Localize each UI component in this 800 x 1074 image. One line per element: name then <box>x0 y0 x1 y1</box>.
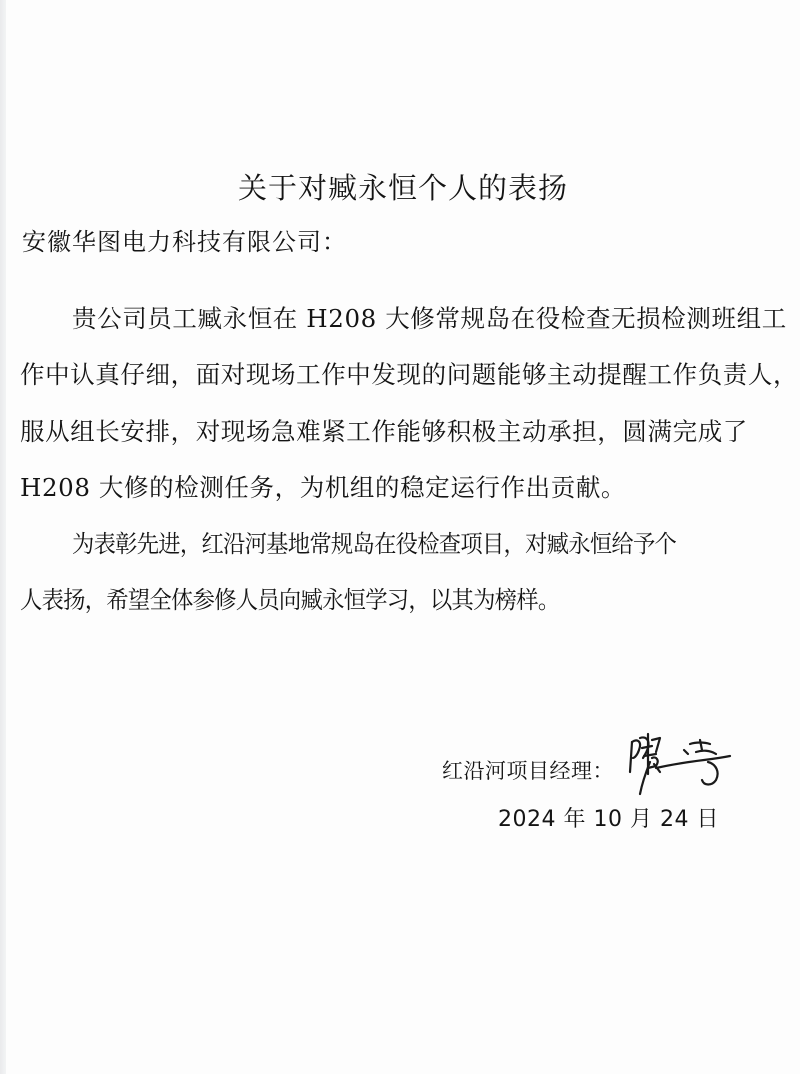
paragraph-1-line-4: H208 大修的检测任务，为机组的稳定运行作出贡献。 <box>20 473 627 502</box>
handwritten-signature-icon <box>626 728 736 798</box>
paragraph-2-line-2: 人表扬，希望全体参修人员向臧永恒学习，以其为榜样。 <box>20 587 560 614</box>
signature-label: 红沿河项目经理： <box>442 759 614 783</box>
document-page <box>6 0 800 1074</box>
document-date: 2024 年 10 月 24 日 <box>498 807 719 832</box>
paragraph-1-line-1: 贵公司员工臧永恒在 H208 大修常规岛在役检查无损检测班组工 <box>72 304 787 333</box>
paragraph-1-line-3: 服从组长安排，对现场急难紧工作能够积极主动承担，圆满完成了 <box>20 417 748 446</box>
salutation: 安徽华图电力科技有限公司： <box>22 228 347 256</box>
paragraph-1-line-2: 作中认真仔细，面对现场工作中发现的问题能够主动提醒工作负责人， <box>20 360 799 389</box>
document-title: 关于对臧永恒个人的表扬 <box>237 171 568 205</box>
signature-block <box>442 742 736 798</box>
paragraph-2-line-1: 为表彰先进，红沿河基地常规岛在役检查项目，对臧永恒给予个 <box>72 531 677 558</box>
